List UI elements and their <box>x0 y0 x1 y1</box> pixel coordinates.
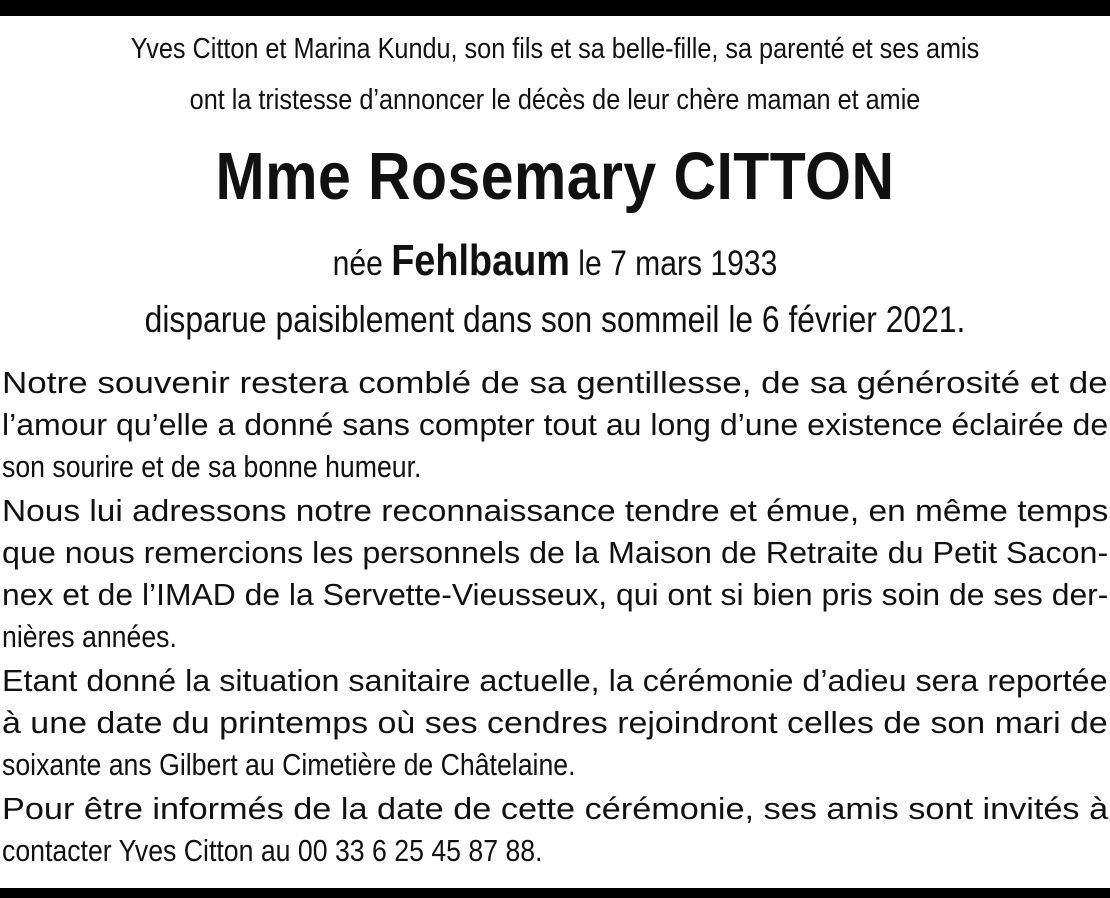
bottom-border-rule <box>0 888 1110 898</box>
top-border-rule <box>0 0 1110 16</box>
body-line: Nous lui adressons notre reconnaissance tendre et émue, en même temps <box>2 493 1109 528</box>
deceased-name: Mme Rosemary CITTON <box>215 139 895 214</box>
body-line: soixante ans Gilbert au Cimetière de Châtelaine. <box>2 747 576 782</box>
body-line: nières années. <box>2 619 177 654</box>
body-line: l’amour qu’elle a donné sans compter tout au long d’une existence éclairée de <box>2 407 1109 442</box>
body-line: son sourire et de sa bonne humeur. <box>2 449 422 484</box>
birth-prefix: née <box>332 244 383 283</box>
intro-line-1: Yves Citton et Marina Kundu, son fils et sa belle-fille, sa parenté et ses amis <box>130 33 980 65</box>
maiden-name: Fehlbaum <box>391 236 570 285</box>
body-line: que nous remercions les personnels de la Maison de Retraite du Petit Sacon- <box>2 535 1109 570</box>
body-line: Notre souvenir restera comblé de sa gentillesse, de sa générosité et de <box>2 365 1108 400</box>
intro-line-2: ont la tristesse d’annoncer le décès de leur chère maman et amie <box>189 84 921 116</box>
body-line: Etant donné la situation sanitaire actuelle, la cérémonie d’adieu sera reportée <box>2 663 1108 698</box>
body-line: nex et de l’IMAD de la Servette-Vieusseux, qui ont si bien pris soin de ses der- <box>2 577 1109 612</box>
body-line: Pour être informés de la date de cette cérémonie, ses amis sont invités à <box>2 791 1109 826</box>
body-line: contacter Yves Citton au 00 33 6 25 45 87 88. <box>2 833 543 868</box>
passed-away-line: disparue paisiblement dans son sommeil le 6 février 2021. <box>144 299 966 340</box>
birth-line <box>78 236 1033 286</box>
birth-date: le 7 mars 1933 <box>578 244 778 283</box>
body-line: à une date du printemps où ses cendres rejoindront celles de son mari de <box>2 705 1108 740</box>
